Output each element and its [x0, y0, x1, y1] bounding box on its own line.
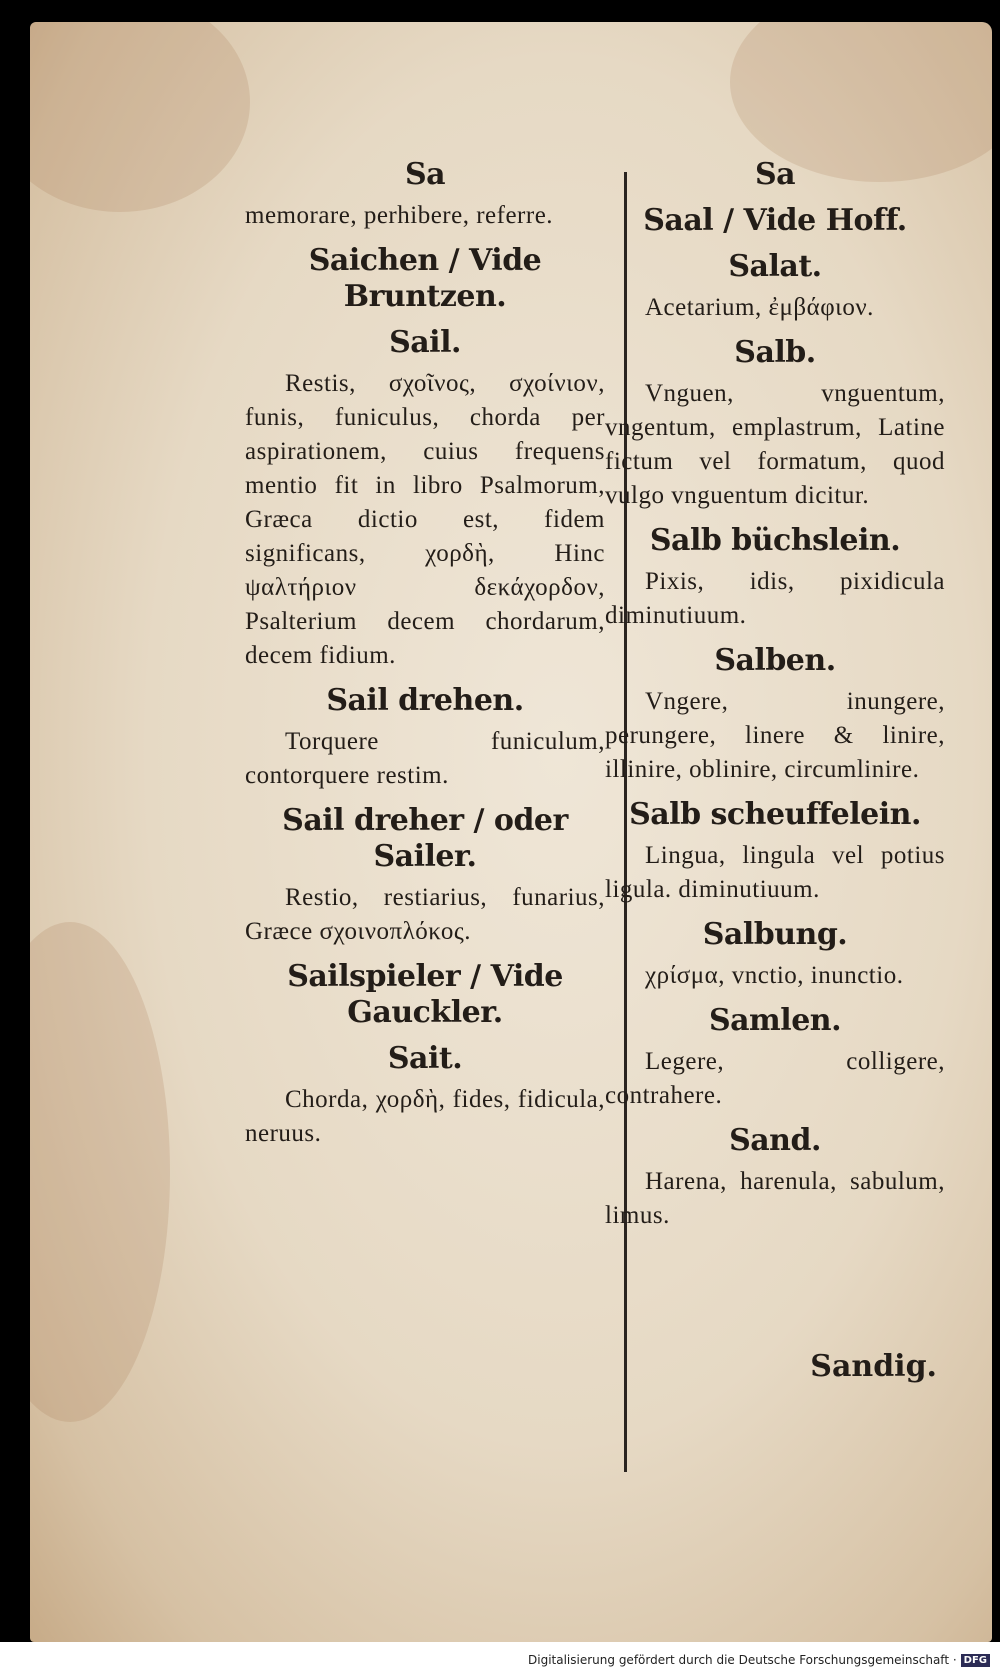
entry — [605, 643, 945, 787]
entry-head: Salben. — [714, 643, 836, 678]
footer-text: Digitalisierung gefördert durch die Deutsche Forschungsgemeinschaft · — [528, 1653, 957, 1667]
entry-body: Vngere, inungere, perungere, linere & linire, illinire, oblinire, circumlinire. — [605, 688, 945, 783]
book-page — [30, 22, 992, 1642]
entry-body: Pixis, idis, pixidicula diminutiuum. — [605, 568, 945, 629]
entry — [605, 249, 945, 325]
entry-head: Sail. — [389, 325, 461, 360]
entry-head: Salb büchslein. — [649, 523, 901, 558]
entry — [245, 683, 605, 793]
entry-body: Torquere funiculum, contorquere restim. — [245, 728, 605, 789]
entry-body: memorare, perhibere, referre. — [245, 202, 554, 229]
entry-head: Saal / Vide Hoff. — [643, 203, 907, 238]
entry-head: Salb. — [734, 335, 816, 370]
entry-body: Restis, σχοῖνος, σχοίνιον, funis, funiculus, chorda per aspirationem, cuius frequens mentio fit in libro Psalmorum, Græca dictio est, fidem significans, χορδὴ, Hinc ψαλτήριον δεκάχορδον, Psalterium decem chordarum, decem fidium. — [245, 370, 605, 669]
entry-body: Harena, harenula, sabulum, limus. — [605, 1168, 945, 1229]
entry-body: Acetarium, ἐμβάφιον. — [645, 294, 874, 321]
running-head-right: Sa — [754, 157, 796, 192]
entry — [245, 243, 605, 315]
catchword: Sandig. — [810, 1349, 937, 1384]
entry-head: Samlen. — [708, 1003, 842, 1038]
entry-head: Saichen / Vide Bruntzen. — [308, 243, 542, 314]
entry-body: Restio, restiarius, funarius, Græce σχοινοπλόκος. — [245, 884, 605, 945]
entry-head: Sailspieler / Vide Gauckler. — [287, 959, 563, 1030]
entry-head: Sail drehen. — [326, 683, 524, 718]
entry-head: Salbung. — [702, 917, 848, 952]
dfg-logo-icon: DFG — [961, 1654, 990, 1667]
stain — [30, 22, 250, 212]
digitization-footer — [0, 1642, 1000, 1678]
entry-head: Sail dreher / oder Sailer. — [282, 803, 568, 874]
entry-body: χρίσμα, vnctio, inunctio. — [645, 962, 904, 989]
entry-head: Salb scheuffelein. — [629, 797, 921, 832]
entry-head: Sand. — [729, 1123, 821, 1158]
entry-body: Vnguen, vnguentum, vngentum, emplastrum, Latine fictum vel formatum, quod vulgo vnguentum dicitur. — [605, 380, 945, 509]
entry — [245, 959, 605, 1031]
entry — [245, 199, 605, 233]
entry-head: Salat. — [728, 249, 822, 284]
entry — [245, 803, 605, 949]
entry-body: Chorda, χορδὴ, fides, fidicula, neruus. — [245, 1086, 605, 1147]
running-head-left: Sa — [404, 157, 446, 192]
entry — [605, 203, 945, 239]
entry — [245, 1041, 605, 1151]
entry — [605, 1003, 945, 1113]
left-column — [245, 147, 605, 1151]
entry-head: Sait. — [387, 1041, 463, 1076]
entry — [605, 797, 945, 907]
stain — [30, 922, 170, 1422]
entry — [605, 523, 945, 633]
entry — [605, 1123, 945, 1233]
entry-body: Legere, colligere, contrahere. — [605, 1048, 945, 1109]
entry — [605, 917, 945, 993]
entry — [245, 325, 605, 673]
entry — [605, 335, 945, 513]
entry-body: Lingua, lingula vel potius ligula. diminutiuum. — [605, 842, 945, 903]
right-column — [605, 147, 945, 1233]
